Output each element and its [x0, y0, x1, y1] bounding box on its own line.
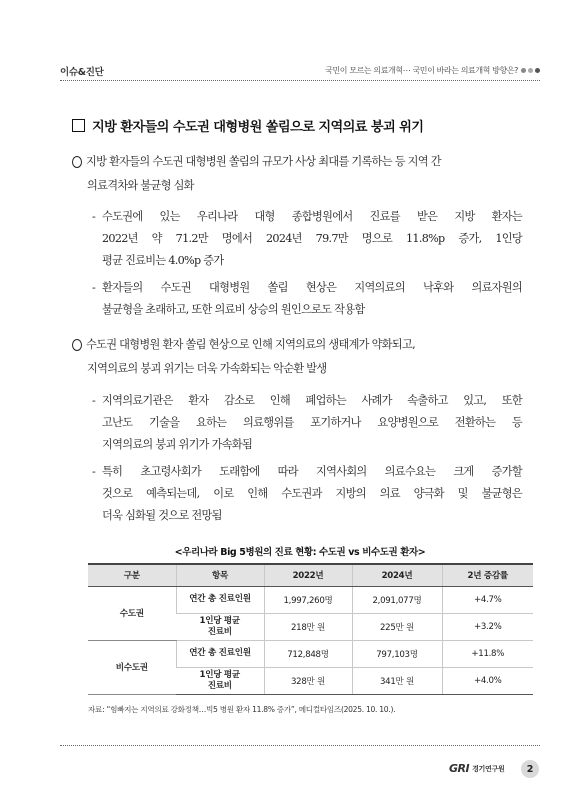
dash-item-1-2	[92, 277, 522, 321]
page-number: 2	[521, 760, 539, 778]
item-cell: 연간 총 진료인원	[176, 586, 264, 613]
dash-text-line: 평균 진료비는 4.0%p 증가	[102, 254, 224, 267]
item-cell-line: 진료비	[207, 680, 232, 691]
change-cell: +4.0%	[442, 667, 533, 694]
section-label: 이슈&진단	[60, 67, 104, 78]
circle-bullet-2	[72, 333, 527, 381]
section-heading	[72, 116, 542, 135]
value-cell: 797,103명	[352, 640, 442, 667]
dash-text-line: 특히 초고령사회가 도래함에 따라 지역사회의 의료수요는 크게 증가할	[102, 465, 522, 478]
dash-text-line: 더욱 심화될 것으로 전망됨	[102, 509, 222, 522]
institute-logo	[449, 762, 504, 775]
logo-mark: GRI	[449, 762, 470, 775]
data-table	[88, 563, 533, 695]
dash-text-line: 지역의료기관은 환자 감소로 인해 폐업하는 사례가 속출하고 있고, 또한	[102, 394, 522, 407]
page-header	[60, 60, 540, 82]
value-cell: 341만 원	[352, 667, 442, 694]
column-header: 2년 증감률	[442, 564, 533, 586]
dash-text-line: 지역의료의 붕괴 위기가 가속화됨	[102, 438, 253, 451]
table-header-row	[88, 564, 533, 586]
dash-text-line: 것으로 예측되는데, 이로 인해 수도권과 지방의 의료 양극화 및 불균형은	[102, 487, 522, 500]
table-source-note: 자료: “힘빠지는 지역의료 강화정책…빅5 병원 환자 11.8% 증가”, 메디컬타임즈(2025. 10. 10.).	[88, 705, 396, 714]
column-header: 항목	[176, 564, 264, 586]
footer-divider	[60, 745, 540, 746]
dash-text-line: 2022년 약 71.2만 명에서 2024년 79.7만 명으로 11.8%p 증가, 1인당	[102, 232, 522, 245]
value-cell: 218만 원	[264, 613, 352, 640]
group-cell: 비수도권	[88, 640, 176, 694]
column-header: 2024년	[352, 564, 442, 586]
section-heading-text: 지방 환자들의 수도권 대형병원 쏠림으로 지역의료 붕괴 위기	[92, 120, 424, 135]
dash-item-1-1	[92, 206, 522, 272]
column-header: 구분	[88, 564, 176, 586]
running-title: 국민이 모르는 의료개혁⋯ 국민이 바라는 의료개혁 방향은?	[325, 66, 518, 75]
institute-name: 경기연구원	[472, 764, 505, 773]
bullet-text-line: 수도권 대형병원 환자 쏠림 현상으로 인해 지역의료의 생태계가 약화되고,	[86, 338, 415, 351]
header-dots-ornament	[521, 68, 540, 73]
value-cell: 712,848명	[264, 640, 352, 667]
circle-bullet-icon	[72, 150, 82, 174]
table-row	[88, 640, 533, 667]
dash-bullet-icon: -	[92, 394, 96, 407]
dash-item-2-1	[92, 390, 522, 456]
item-cell-line: 1인당 평균	[199, 669, 240, 680]
item-cell	[176, 613, 264, 640]
table-caption: <우리나라 Big 5병원의 진료 현황: 수도권 vs 비수도권 환자>	[174, 547, 426, 558]
value-cell: 328만 원	[264, 667, 352, 694]
value-cell: 2,091,077명	[352, 586, 442, 613]
bullet-text-line: 지방 환자들의 수도권 대형병원 쏠림의 규모가 사상 최대를 기록하는 등 지역 간	[86, 155, 441, 168]
dash-item-2-2	[92, 461, 522, 527]
dash-text-line: 불균형을 초래하고, 또한 의료비 상승의 원인으로도 작용함	[102, 303, 365, 316]
dash-bullet-icon: -	[92, 210, 96, 223]
change-cell: +4.7%	[442, 586, 533, 613]
dash-text-line: 고난도 기술을 요하는 의료행위를 포기하거나 요양병원으로 전환하는 등	[102, 416, 522, 429]
dot-icon	[528, 68, 533, 73]
item-cell: 연간 총 진료인원	[176, 640, 264, 667]
item-cell	[176, 667, 264, 694]
dash-text-line: 환자들의 수도권 대형병원 쏠림 현상은 지역의료의 낙후와 의료자원의	[102, 281, 522, 294]
change-cell: +3.2%	[442, 613, 533, 640]
dash-bullet-icon: -	[92, 465, 96, 478]
item-cell-line: 진료비	[207, 626, 232, 637]
value-cell: 225만 원	[352, 613, 442, 640]
dash-bullet-icon: -	[92, 281, 96, 294]
column-header: 2022년	[264, 564, 352, 586]
group-cell: 수도권	[88, 586, 176, 640]
circle-bullet-icon	[72, 333, 82, 357]
value-cell: 1,997,260명	[264, 586, 352, 613]
dot-icon	[521, 68, 526, 73]
change-cell: +11.8%	[442, 640, 533, 667]
circle-bullet-1	[72, 150, 527, 198]
table-row	[88, 586, 533, 613]
header-divider	[60, 80, 540, 81]
bullet-text-line: 의료격차와 불균형 심화	[87, 179, 194, 192]
dash-text-line: 수도권에 있는 우리나라 대형 종합병원에서 진료를 받은 지방 환자는	[102, 210, 522, 223]
bullet-text-line: 지역의료의 붕괴 위기는 더욱 가속화되는 악순환 발생	[87, 362, 327, 375]
item-cell-line: 1인당 평균	[199, 615, 240, 626]
checkbox-square-icon	[72, 119, 85, 132]
dot-icon	[535, 68, 540, 73]
